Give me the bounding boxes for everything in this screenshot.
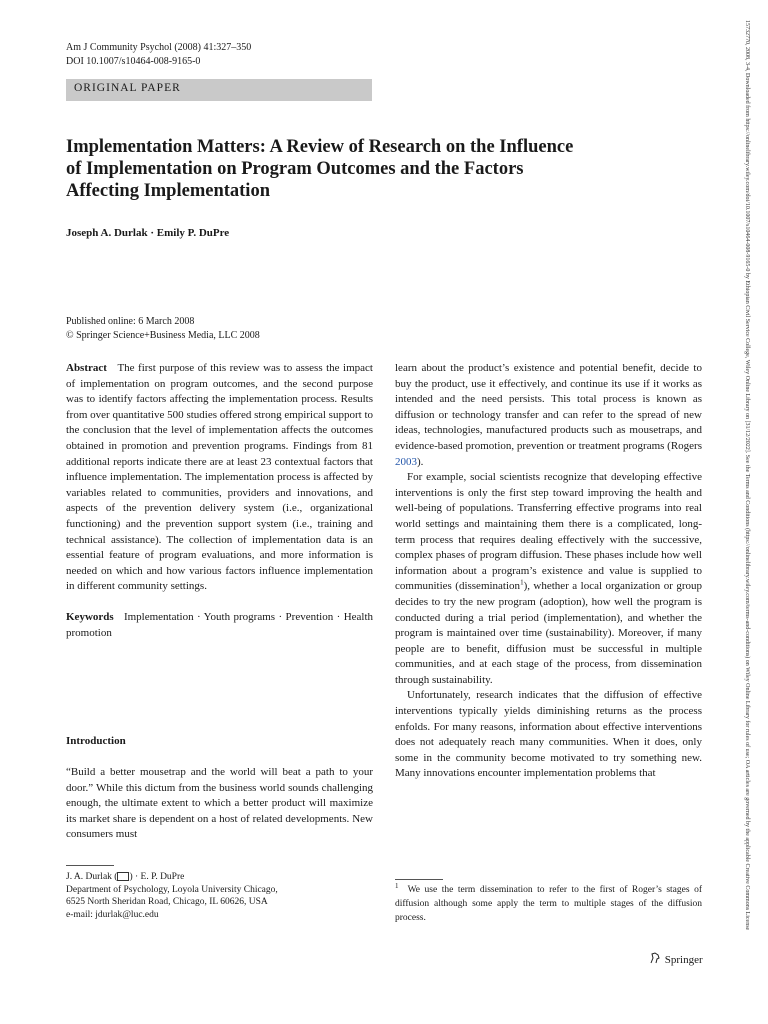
publication-info <box>66 315 260 343</box>
footnote-text: We use the term dissemination to refer to the first of Roger’s stages of diffusion although some apply the term to multiple stages of the diffusion process. <box>395 885 703 923</box>
paragraph: Unfortunately, research indicates that the diffusion of effective interventions typically yields diminishing returns as the process enfolds. For many reasons, information about effective interventions does not adequately reach many communities. When it does, only some in the community become motivated to try something new. Many innovations encounter implementation problems that <box>395 689 702 780</box>
paragraph: learn about the product’s existence and potential benefit, decide to buy the product, use it effectively, and continue its use if it works as intended and the need persists. This total process is known as diffusion or technology transfer and can refer to the spread of new ideas, technologies, manufactured products such as mousetraps, and evidence-based promotion, prevention or treatment programs (Rogers 2003). <box>395 362 702 468</box>
paper-title <box>66 136 706 202</box>
footnote <box>395 883 702 925</box>
affiliation-rule <box>66 865 114 866</box>
author-affiliation: J. A. Durlak ( ) · E. P. DuPre Department of Psychology, Loyola University Chicago, 6525 North Sheridan Road, Chicago, IL 60626, USA e-mail: jdurlak@luc.edu <box>66 872 278 920</box>
journal-citation: Am J Community Psychol (2008) 41:327–350 <box>66 42 252 53</box>
keywords-text: Implementation · Youth programs · Prevention · Health promotion <box>66 610 374 639</box>
envelope-icon <box>117 872 129 881</box>
publisher-logo <box>648 951 703 966</box>
article-type-banner <box>66 79 372 101</box>
paragraph: For example, social scientists recognize that developing effective interventions is only the first step toward improving the health and well-being of populations. Transferring effective programs into real world settings and maintaining them there is a complicated, long-term process that requires dealing effectively with the successive, complex phases of program diffusion. These phases include how well information about a program’s existence and value is supplied to communities (dissemination$^1$), whether a local organization or group decides to try the new program (adoption), how well the program is conducted during a trial period (implementation), and whether the program is maintained over time (sustainability). Moreover, if many people are to benefit, diffusion must be successful in multiple communities, and at each stage of the process, from dissemination through sustainability. <box>395 471 702 686</box>
published-online: Published online: 6 March 2008 <box>66 316 195 327</box>
title-line: Implementation Matters: A Review of Research on the Influence <box>66 137 574 157</box>
email: e-mail: jdurlak@luc.edu <box>66 909 159 920</box>
abstract-text: The first purpose of this review was to assess the impact of implementation on program outcomes, and the second purpose was to identify factors affecting the implementation process. Results from over quantitative 500 studies offered strong empirical support to the conclusion that the level of implementation affects the outcomes obtained in promotion and prevention programs. Findings from 81 additional reports indicate there are at least 23 contextual factors that influence implementation. The implementation process is affected by variables related to communities, providers and innovations, and aspects of the prevention delivery system (i.e., organizational functioning) and the prevention support system (i.e., training and technical assistance). The collection of implementation data is an essential feature of program evaluations, and more information is needed on which and how various factors influence implementation in different community settings. <box>66 362 373 593</box>
author-list: Joseph A. Durlak · Emily P. DuPre <box>66 227 230 239</box>
department: Department of Psychology, Loyola University Chicago, <box>66 884 278 895</box>
publisher-name: Springer <box>664 954 703 966</box>
doi: DOI 10.1007/s10464-008-9165-0 <box>66 56 201 67</box>
keywords-label: Keywords <box>66 610 114 623</box>
introduction-text: “Build a better mousetrap and the world will beat a path to your door.” While this dictum from the business world sounds challenging enough, the ultimate extent to which a better product will maximize its market share is dependent on a host of related developments. New consumers must <box>66 766 373 841</box>
right-column <box>395 361 702 782</box>
title-line: of Implementation on Program Outcomes and the Factors <box>66 159 524 179</box>
introduction-heading: Introduction <box>66 735 126 747</box>
springer-horse-icon <box>648 951 662 965</box>
address: 6525 North Sheridan Road, Chicago, IL 60626, USA <box>66 897 268 907</box>
footnote-mark: 1 <box>395 881 399 890</box>
copyright: © Springer Science+Business Media, LLC 2008 <box>66 330 260 341</box>
title-line: Affecting Implementation <box>66 181 270 201</box>
article-type-label: ORIGINAL PAPER <box>74 82 181 94</box>
abstract-label: Abstract <box>66 362 107 374</box>
footnote-rule <box>395 879 443 880</box>
footnote-ref[interactable]: 1 <box>520 578 524 587</box>
download-notice: 15732770, 2008, 3-4, Downloaded from https://onlinelibrary.wiley.com/doi/10.1007/s10464-008-9165-0 by Ethiopian Civil Service College, Wiley Online Library on [31/12/2022]. See the Terms and Conditions (https://onlinelibrary.wiley.com/terms-and-conditions) on Wiley Online Library for rules of use; OA articles are governed by the applicable Creative Commons License <box>744 20 750 931</box>
citation-link[interactable]: 2003 <box>395 455 417 468</box>
abstract-block <box>66 361 373 641</box>
